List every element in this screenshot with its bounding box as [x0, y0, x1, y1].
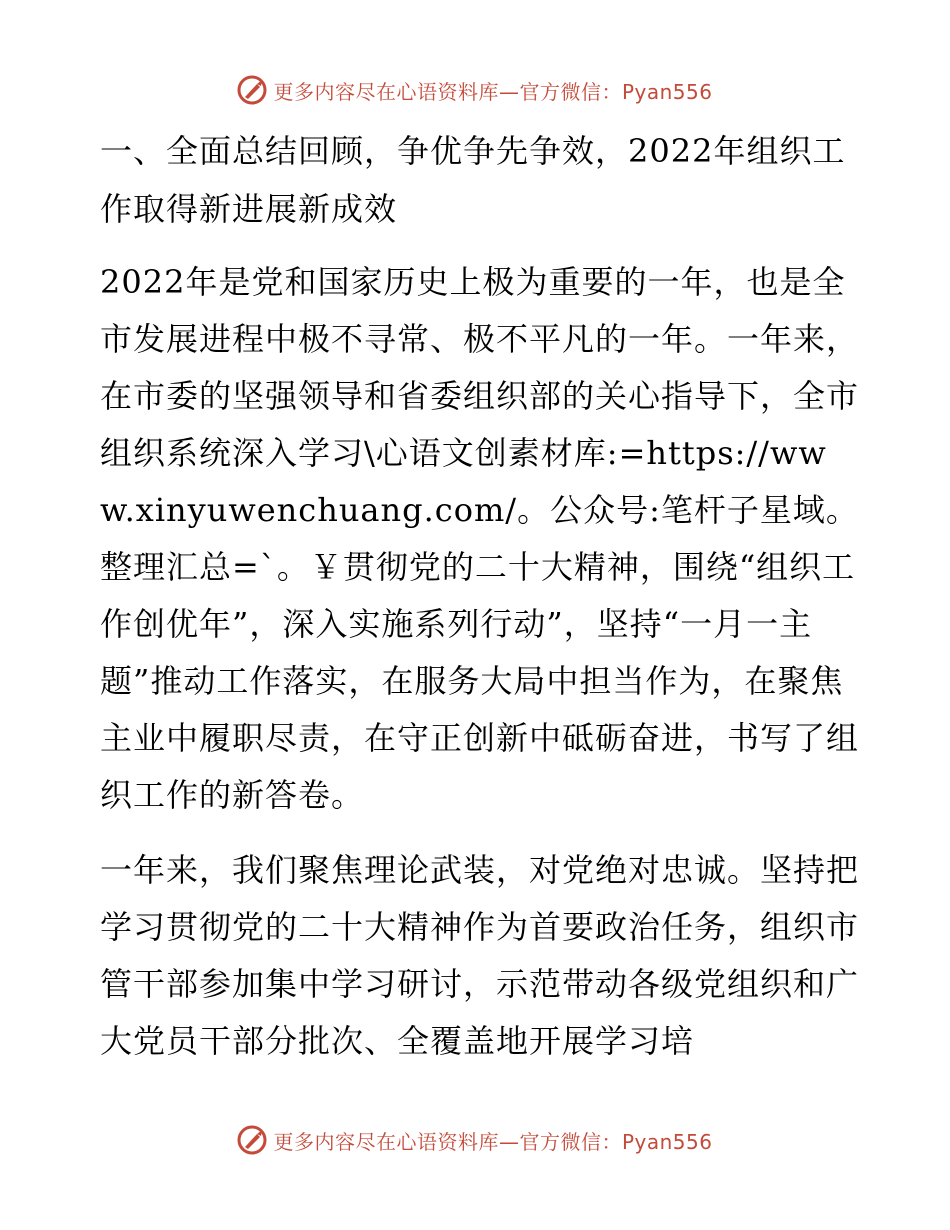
document-body [100, 122, 860, 1088]
watermark-text: 更多内容尽在心语资料库—官方微信：Pyan556 [273, 79, 713, 104]
watermark-banner-top [0, 70, 950, 110]
paragraph-2: 一年来，我们聚焦理论武装，对党绝对忠诚。坚持把学习贯彻党的二十大精神作为首要政治任务，组织市管干部参加集中学习研讨，示范带动各级党组织和广大党员干部分批次、全覆盖地开展学习培 [100, 851, 860, 1060]
watermark-text: 更多内容尽在心语资料库—官方微信：Pyan556 [273, 1129, 713, 1154]
quill-logo-icon [237, 1125, 267, 1155]
section-heading: 一、全面总结回顾，争优争先争效，2022年组织工作取得新进展新成效 [100, 132, 846, 228]
quill-logo-icon [237, 75, 267, 105]
paragraph-1: 2022年是党和国家历史上极为重要的一年，也是全市发展进程中极不寻常、极不平凡的一年。一年来，在市委的坚强领导和省委组织部的关心指导下，全市组织系统深入学习\心语文创素材库:=https://www.xinyuwenchuang.com/。公众号:笔杆子星域。整理汇总=`。￥贯彻党的二十大精神，围绕“组织工作创优年”，深入实施系列行动”，坚持“一月一主题”推动工作落实，在服务大局中担当作为，在聚焦主业中履职尽责，在守正创新中砥砺奋进，书写了组织工作的新答卷。 [100, 263, 860, 814]
watermark-banner-bottom [0, 1120, 950, 1160]
